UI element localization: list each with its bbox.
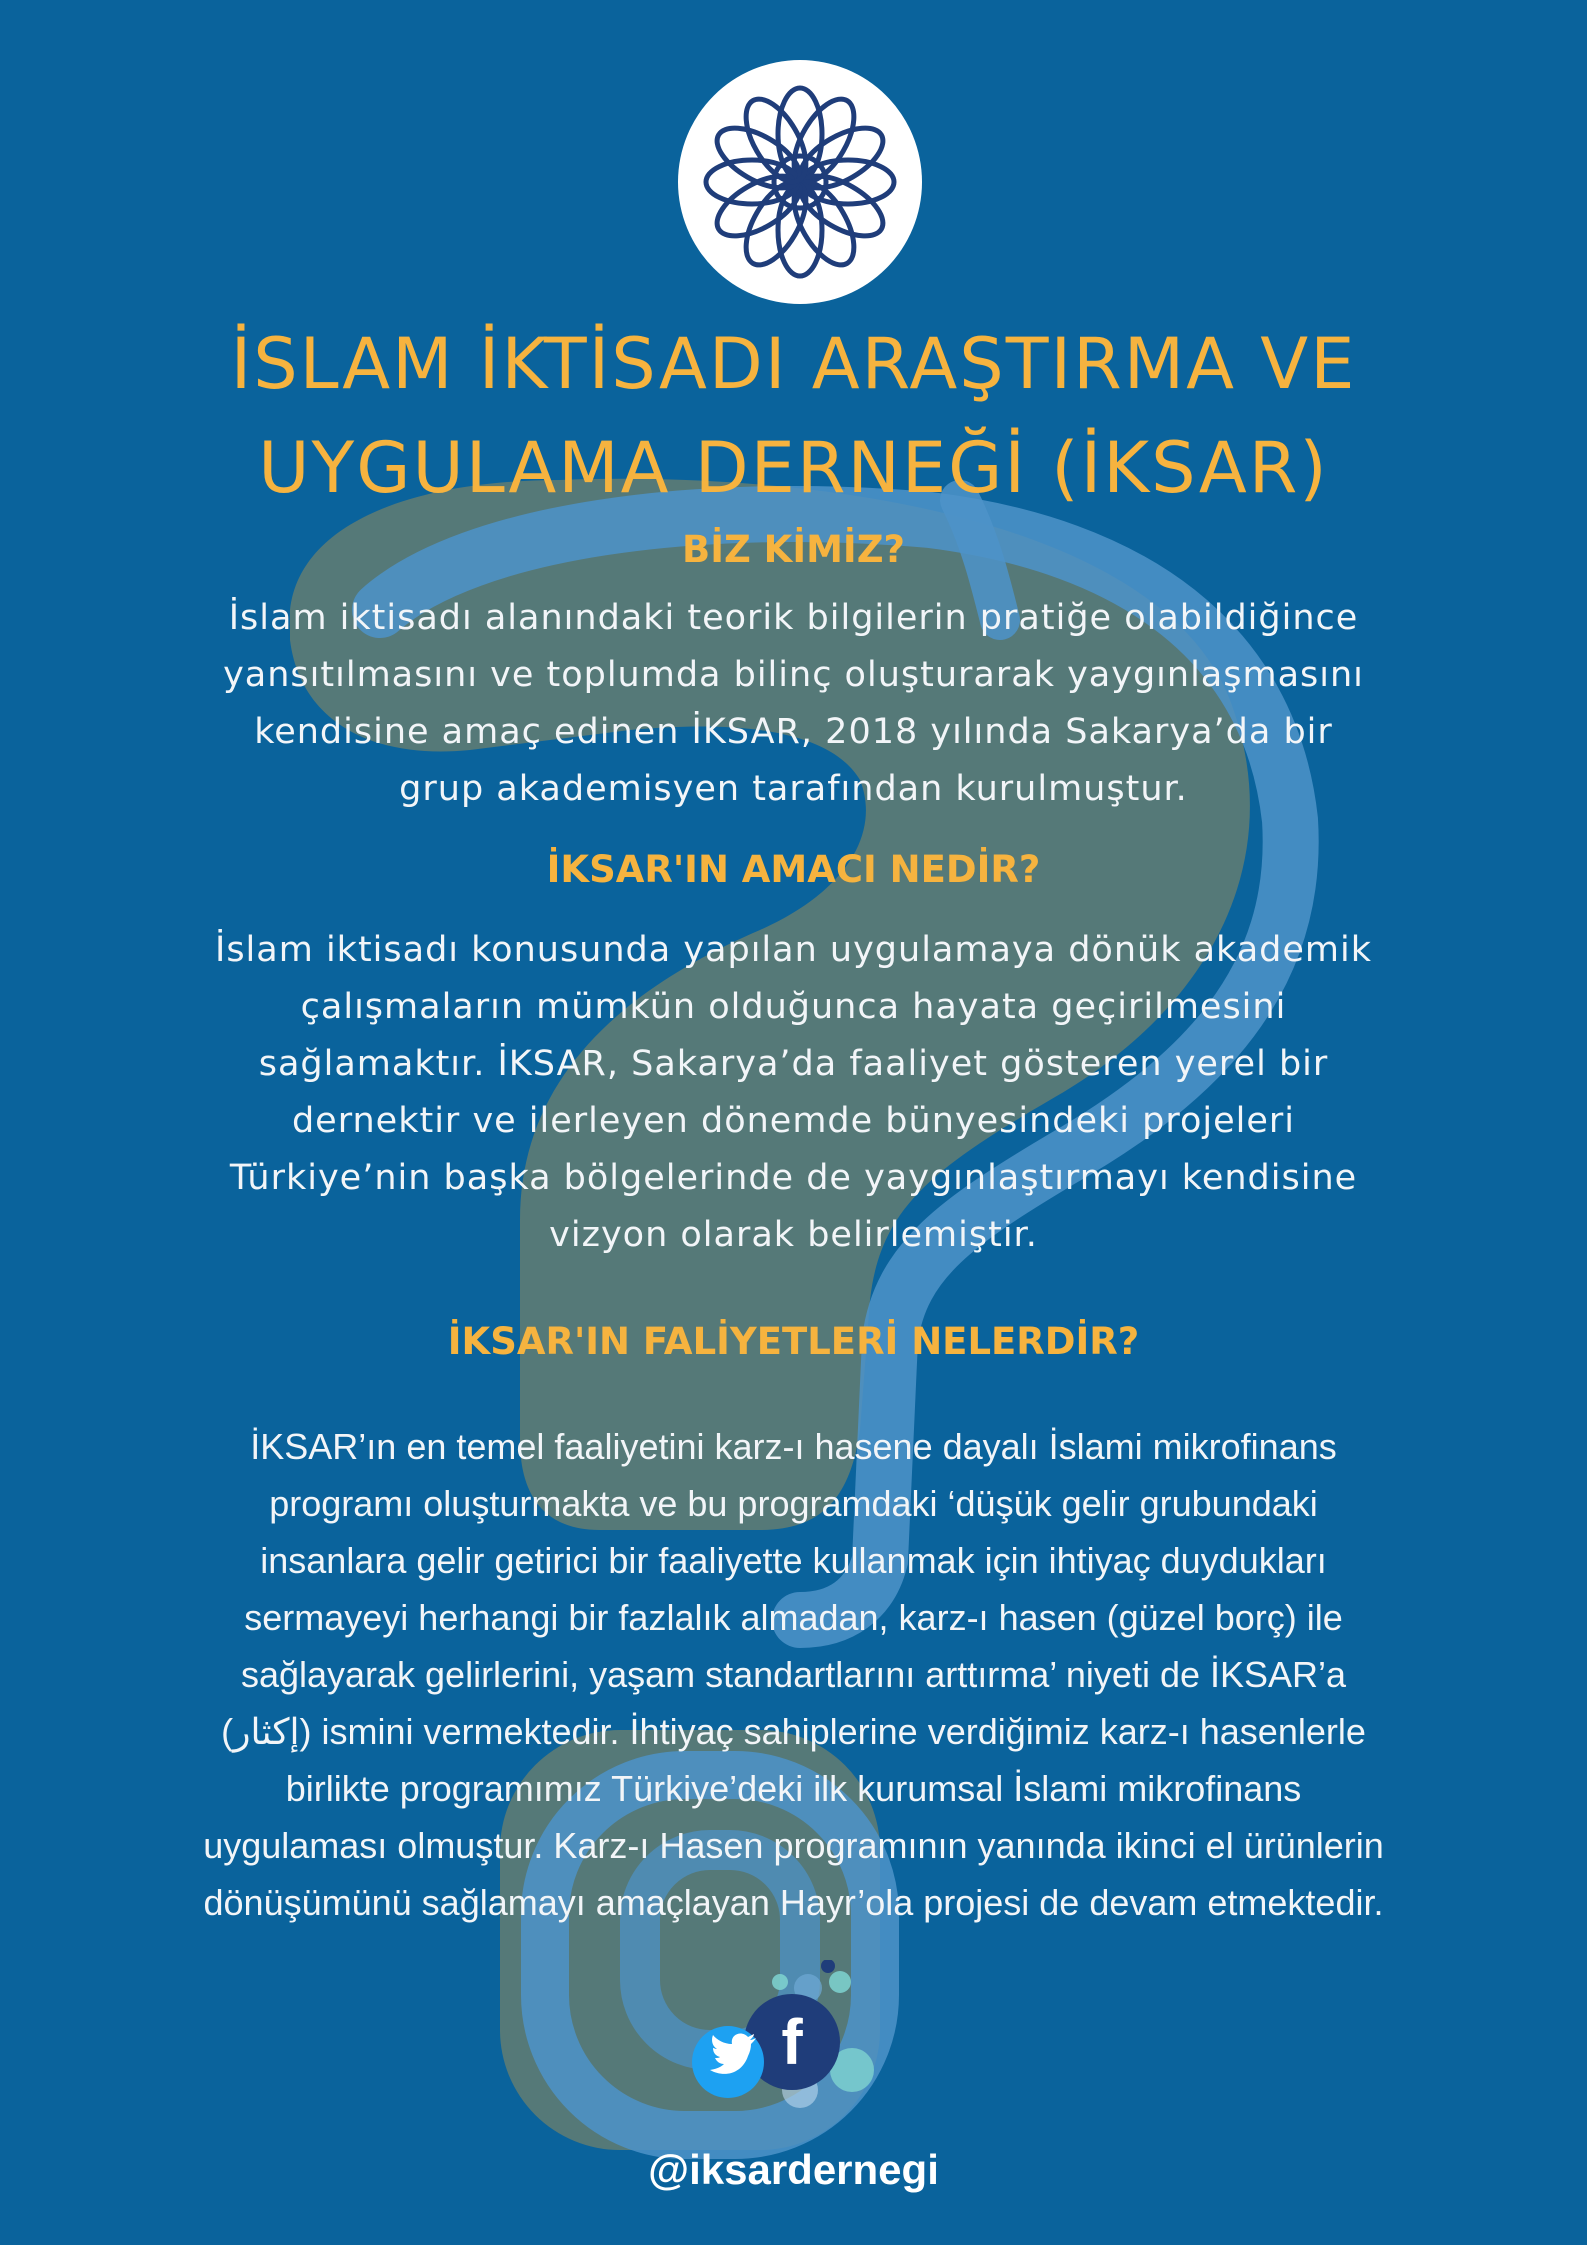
heading-who-we-are: BİZ KİMİZ? xyxy=(682,528,905,571)
text-line: vizyon olarak belirlemiştir. xyxy=(549,1215,1038,1255)
social-handle[interactable]: @iksardernegi xyxy=(648,2146,939,2193)
text-line: çalışmaların mümkün olduğunca hayata geçirilmesini xyxy=(300,987,1287,1027)
activities-paragraph xyxy=(130,1418,1457,1931)
text-line: İslam iktisadı konusunda yapılan uygulamaya dönük akademik xyxy=(215,930,1372,970)
rosette-emblem-icon xyxy=(700,82,900,282)
text-line: İKSAR’ın en temel faaliyetini karz-ı hasene dayalı İslami mikrofinans xyxy=(250,1426,1337,1467)
bubble-decoration xyxy=(829,1971,851,1993)
text-line: (إكثار) ismini vermektedir. İhtiyaç sahiplerine verdiğimiz karz-ı hasenlerle xyxy=(221,1711,1366,1752)
text-line: sağlamaktır. İKSAR, Sakarya’da faaliyet gösteren yerel bir xyxy=(258,1044,1329,1084)
text-line: İslam iktisadı alanındaki teorik bilgilerin pratiğe olabildiğince xyxy=(228,598,1359,638)
heading-activities: İKSAR'IN FALİYETLERİ NELERDİR? xyxy=(447,1320,1140,1363)
about-paragraph xyxy=(140,590,1447,818)
text-line: birlikte programımız Türkiye’deki ilk kurumsal İslami mikrofinans xyxy=(285,1768,1302,1809)
text-line: insanlara gelir getirici bir faaliyette kullanmak için ihtiyaç duydukları xyxy=(260,1540,1327,1581)
twitter-icon[interactable] xyxy=(692,2026,764,2098)
heading-purpose: İKSAR'IN AMACI NEDİR? xyxy=(546,848,1041,891)
bubble-decoration xyxy=(772,1974,788,1990)
text-line: uygulaması olmuştur. Karz-ı Hasen programının yanında ikinci el ürünlerin xyxy=(203,1825,1384,1866)
text-line: dönüşümünü sağlamayı amaçlayan Hayr’ola projesi de devam etmektedir. xyxy=(203,1882,1384,1923)
social-icons xyxy=(680,1960,910,2120)
text-line: programı oluşturmakta ve bu programdaki ‘düşük gelir grubundaki xyxy=(269,1483,1318,1524)
svg-text:f: f xyxy=(781,2006,803,2078)
title-line-1: İSLAM İKTİSADI ARAŞTIRMA VE xyxy=(230,323,1357,405)
text-line: grup akademisyen tarafından kurulmuştur. xyxy=(399,769,1188,809)
iksar-logo xyxy=(678,60,922,304)
text-line: Türkiye’nin başka bölgelerinde de yaygınlaştırmayı kendisine xyxy=(229,1158,1358,1198)
title-line-2: UYGULAMA DERNEĞİ (İKSAR) xyxy=(258,427,1329,509)
page-title xyxy=(60,312,1527,520)
text-line: yansıtılmasını ve toplumda bilinç oluşturarak yaygınlaşmasını xyxy=(223,655,1364,695)
text-line: kendisine amaç edinen İKSAR, 2018 yılında Sakarya’da bir xyxy=(254,712,1333,752)
text-line: sağlayarak gelirlerini, yaşam standartlarını arttırma’ niyeti de İKSAR’a xyxy=(240,1654,1347,1695)
bubble-decoration xyxy=(821,1960,835,1973)
text-line: dernektir ve ilerleyen dönemde bünyesindeki projeleri xyxy=(291,1101,1296,1141)
text-line: sermayeyi herhangi bir fazlalık almadan, karz-ı hasen (güzel borç) ile xyxy=(244,1597,1343,1638)
purpose-paragraph xyxy=(140,922,1447,1264)
